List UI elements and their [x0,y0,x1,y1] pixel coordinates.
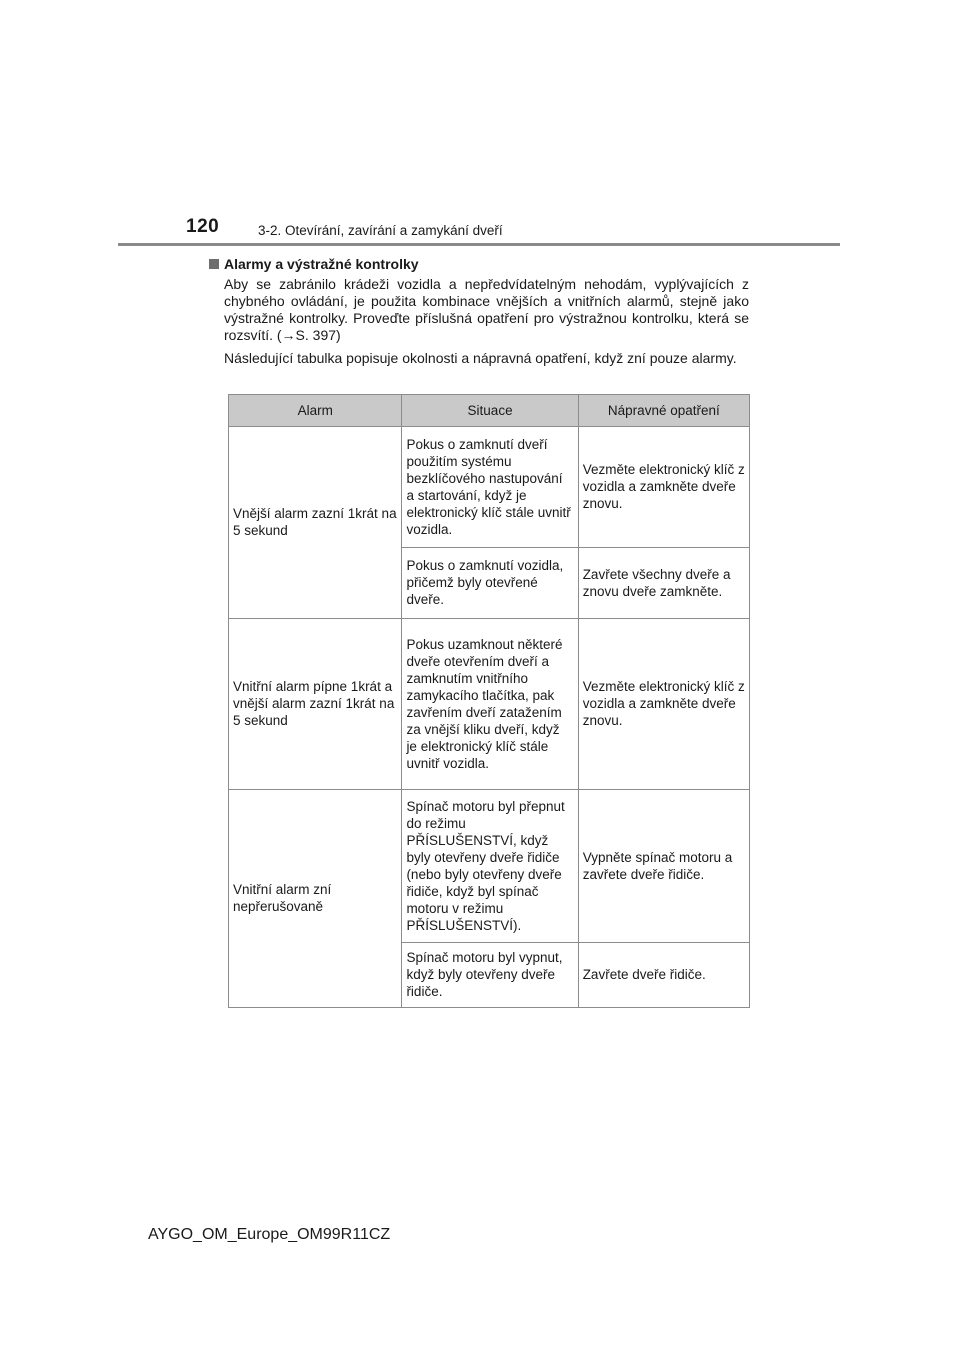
alarm-table [228,394,750,1008]
action-cell: Vypněte spínač motoru a zavřete dveře řidiče. [578,790,749,943]
page-header [0,0,960,250]
header-divider [118,243,840,246]
situation-cell: Spínač motoru byl vypnut, když byly otevřeny dveře řidiče. [402,943,578,1008]
alarm-cell: Vnitřní alarm zní nepřerušovaně [229,790,402,1008]
alarm-cell: Vnitřní alarm pípne 1krát a vnější alarm zazní 1krát na 5 sekund [229,619,402,790]
header-alarm: Alarm [229,395,402,427]
situation-cell: Spínač motoru byl přepnut do režimu PŘÍSLUŠENSTVÍ, když byly otevřeny dveře řidiče (nebo byly otevřeny dveře řidiče, když byl spínač motoru v režimu PŘÍSLUŠENSTVÍ). [402,790,578,943]
situation-cell: Pokus o zamknutí vozidla, přičemž byly otevřené dveře. [402,548,578,619]
document-code: AYGO_OM_Europe_OM99R11CZ [148,1226,391,1243]
action-cell: Zavřete dveře řidiče. [578,943,749,1008]
action-cell: Zavřete všechny dveře a znovu dveře zamkněte. [578,548,749,619]
subheading-text: Alarmy a výstražné kontrolky [224,256,419,272]
table-row [229,619,750,790]
situation-cell: Pokus o zamknutí dveří použitím systému bezklíčového nastupování a startování, když je elektronický klíč stále uvnitř vozidla. [402,427,578,548]
content [209,255,749,367]
square-bullet-icon [209,259,219,269]
action-cell: Vezměte elektronický klíč z vozidla a zamkněte dveře znovu. [578,619,749,790]
section-title: 3-2. Otevírání, zavírání a zamykání dveří [258,223,503,238]
page-number: 120 [186,216,220,237]
header-action: Nápravné opatření [578,395,749,427]
table-row [229,790,750,943]
table-header-row [229,395,750,427]
action-cell: Vezměte elektronický klíč z vozidla a zamkněte dveře znovu. [578,427,749,548]
situation-cell: Pokus uzamknout některé dveře otevřením dveří a zamknutím vnitřního zamykacího tlačítka, pak zavřením dveří zatažením za vnější kliku dveří, když je elektronický klíč stále uvnitř vozidla. [402,619,578,790]
paragraph-table-intro: Následující tabulka popisuje okolnosti a nápravná opatření, když zní pouze alarmy. [224,350,737,366]
paragraph-intro: Aby se zabránilo krádeži vozidla a nepředvídatelným nehodám, vyplývajících z chybného ovládání, je použita kombinace vnějších a vnitřních alarmů, stejně jako výstražné kontrolky. Proveďte příslušná opatření pro výstražnou kontrolku, která se rozsvítí. (→S. 397) [224,276,749,343]
subheading [209,255,749,273]
header-situation: Situace [402,395,578,427]
table-row [229,427,750,548]
alarm-cell: Vnější alarm zazní 1krát na 5 sekund [229,427,402,619]
